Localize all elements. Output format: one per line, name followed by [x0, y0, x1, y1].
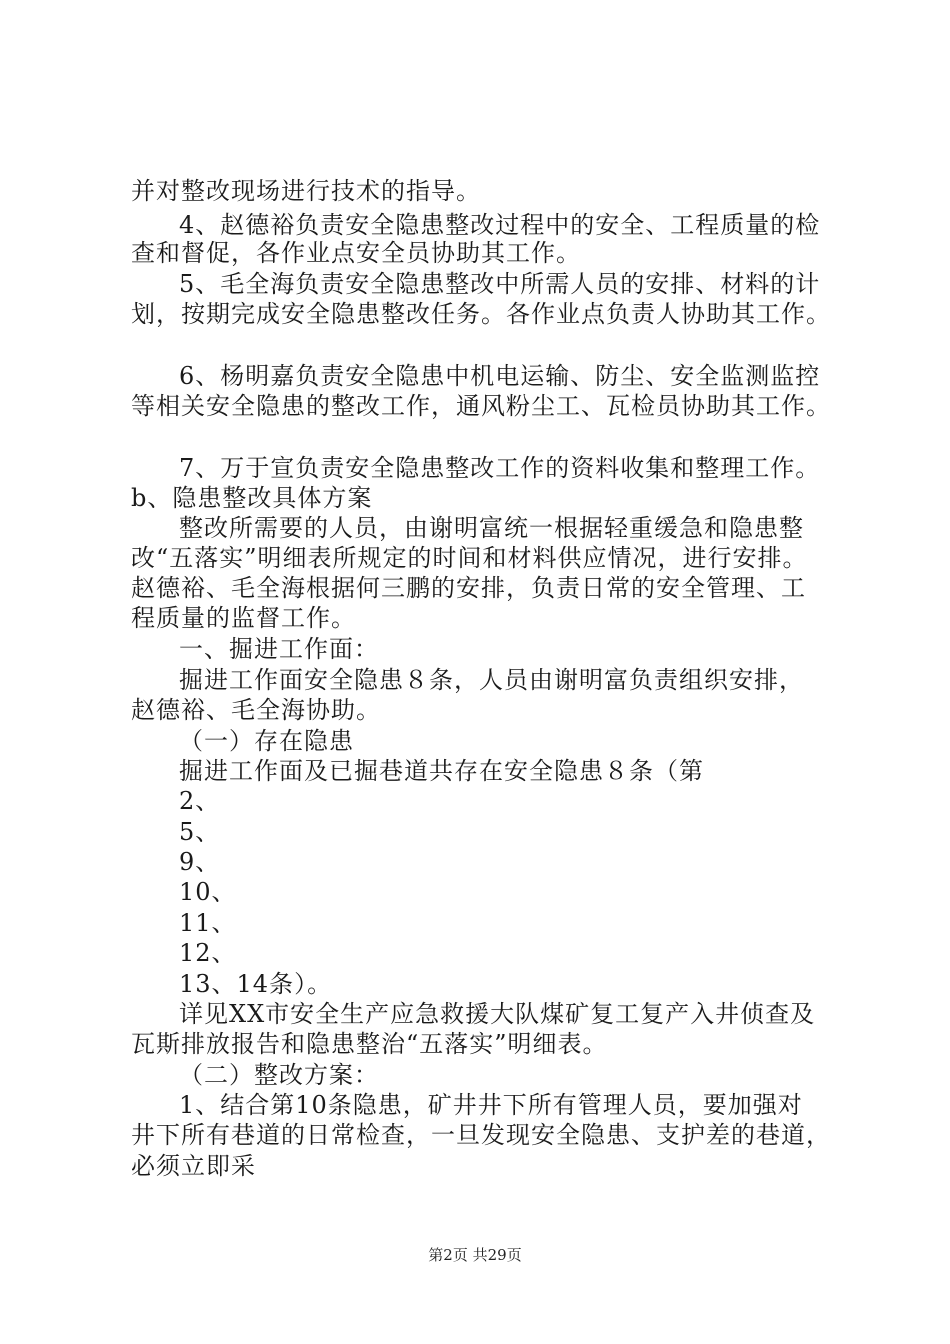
sub-heading: （一）存在隐患: [179, 727, 354, 755]
section-heading: 一、掘进工作面：: [179, 635, 379, 663]
text-line: 详见XX市安全生产应急救援大队煤矿复工复产入井侦查及: [179, 1000, 816, 1028]
page-footer: 第2页 共29页: [428, 1246, 522, 1264]
text-line: 瓦斯排放报告和隐患整治“五落实”明细表。: [131, 1030, 608, 1058]
text-line: 并对整改现场进行技术的指导。: [131, 177, 481, 205]
list-item: 5、: [179, 818, 221, 846]
text-line: 整改所需要的人员，由谢明富统一根据轻重缓急和隐患整: [179, 514, 804, 542]
text-line: 6、杨明嘉负责安全隐患中机电运输、防尘、安全监测监控: [179, 362, 821, 390]
list-item: 2、: [179, 787, 221, 815]
text-line: 改“五落实”明细表所规定的时间和材料供应情况，进行安排。: [131, 544, 808, 572]
text-line: 等相关安全隐患的整改工作，通风粉尘工、瓦检员协助其工作。: [131, 392, 831, 420]
text-line: 4、赵德裕负责安全隐患整改过程中的安全、工程质量的检: [179, 211, 821, 239]
list-item: 11、: [179, 909, 237, 937]
list-item: 12、: [179, 939, 237, 967]
sub-heading: （二）整改方案：: [179, 1061, 379, 1089]
list-item: 10、: [179, 878, 237, 906]
text-line: 井下所有巷道的日常检查，一旦发现安全隐患、支护差的巷道，: [131, 1121, 831, 1149]
text-line: 赵德裕、毛全海协助。: [131, 696, 381, 724]
text-line: 5、毛全海负责安全隐患整改中所需人员的安排、材料的计: [179, 270, 821, 298]
text-line: 1、结合第10条隐患，矿井井下所有管理人员，要加强对: [179, 1091, 803, 1119]
text-line: 掘进工作面及已掘巷道共存在安全隐患８条（第: [179, 757, 704, 785]
text-line: 7、万于宣负责安全隐患整改工作的资料收集和整理工作。: [179, 454, 821, 482]
text-line: 查和督促，各作业点安全员协助其工作。: [131, 239, 581, 267]
text-line: 程质量的监督工作。: [131, 604, 356, 632]
section-heading: b、隐患整改具体方案: [131, 484, 373, 512]
text-line: 划，按期完成安全隐患整改任务。各作业点负责人协助其工作。: [131, 300, 831, 328]
list-item: 9、: [179, 848, 221, 876]
list-item: 13、14条）。: [179, 970, 333, 998]
text-line: 赵德裕、毛全海根据何三鹏的安排，负责日常的安全管理、工: [131, 574, 806, 602]
text-line: 掘进工作面安全隐患８条，人员由谢明富负责组织安排，: [179, 666, 804, 694]
text-line: 必须立即采: [131, 1152, 256, 1180]
